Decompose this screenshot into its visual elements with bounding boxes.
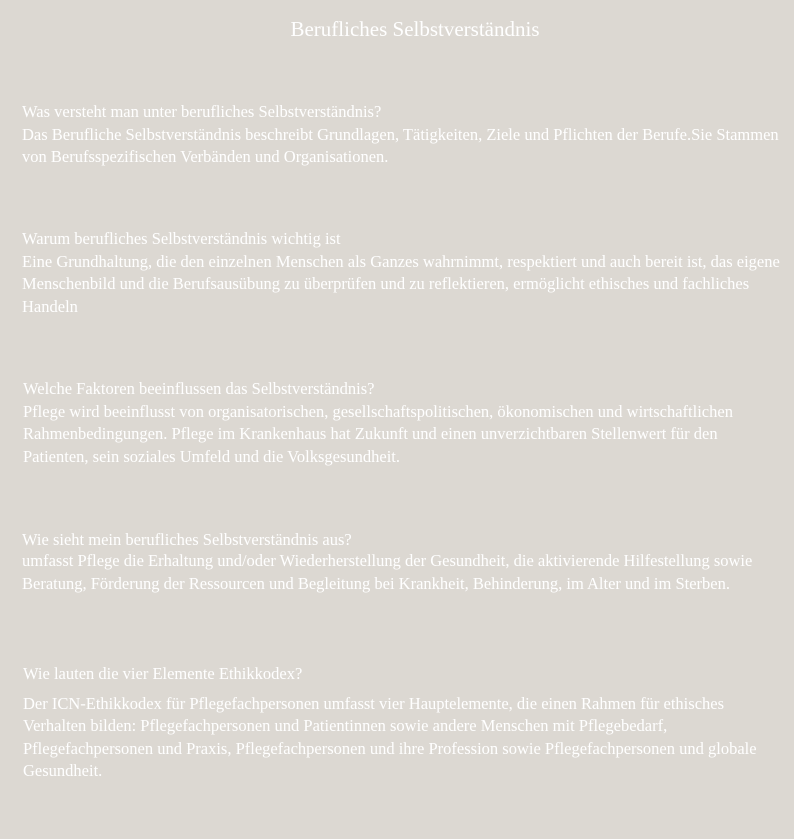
section-question: Wie lauten die vier Elemente Ethikkodex?	[23, 664, 303, 683]
section-question: Welche Faktoren beeinflussen das Selbstverständnis?	[23, 379, 375, 398]
section-question: Wie sieht mein berufliches Selbstverständnis aus?	[22, 530, 352, 549]
section-einflussfaktoren	[23, 378, 781, 468]
section-answer: Das Berufliche Selbstverständnis beschreibt Grundlagen, Tätigkeiten, Ziele und Pflichten der Berufe.Sie Stammen von Berufsspezifischen Verbänden und Organisationen.	[22, 124, 779, 166]
page-title: Berufliches Selbstverständnis	[290, 17, 540, 41]
section-question: Was versteht man unter berufliches Selbstverständnis?	[22, 102, 382, 121]
section-answer: Eine Grundhaltung, die den einzelnen Menschen als Ganzes wahrnimmt, respektiert und auch bereit ist, das eigene Menschenbild und die Berufsausübung zu überprüfen und zu reflektieren, ermöglicht ethisches und fachliches Handeln	[22, 251, 780, 316]
section-question: Warum berufliches Selbstverständnis wichtig ist	[22, 229, 341, 248]
section-answer: Pflege wird beeinflusst von organisatorischen, gesellschaftspolitischen, ökonomischen und wirtschaftlichen Rahmenbedingungen. Pflege im Krankenhaus hat Zukunft und einen unverzichtbaren Stellenwert für den Patienten, sein soziales Umfeld und die Volksgesundheit.	[23, 401, 733, 466]
section-ethikkodex	[23, 663, 781, 783]
section-mein-selbstverstaendnis	[22, 530, 780, 595]
section-warum-wichtig	[22, 228, 780, 318]
section-berufliches-selbstverstaendnis-definition	[22, 101, 780, 169]
section-answer: umfasst Pflege die Erhaltung und/oder Wiederherstellung der Gesundheit, die aktivierende Hilfestellung sowie Beratung, Förderung der Ressourcen und Begleitung bei Krankheit, Behinderung, im Alter und im Sterben.	[22, 551, 753, 593]
section-answer: Der ICN-Ethikkodex für Pflegefachpersonen umfasst vier Hauptelemente, die einen Rahmen für ethisches Verhalten bilden: Pflegefachpersonen und Patientinnen sowie andere Menschen mit Pflegebedarf, Pflegefachpersonen und Praxis, Pflegefachpersonen und ihre Profession sowie Pflegefachpersonen und globale Gesundheit.	[23, 693, 757, 780]
